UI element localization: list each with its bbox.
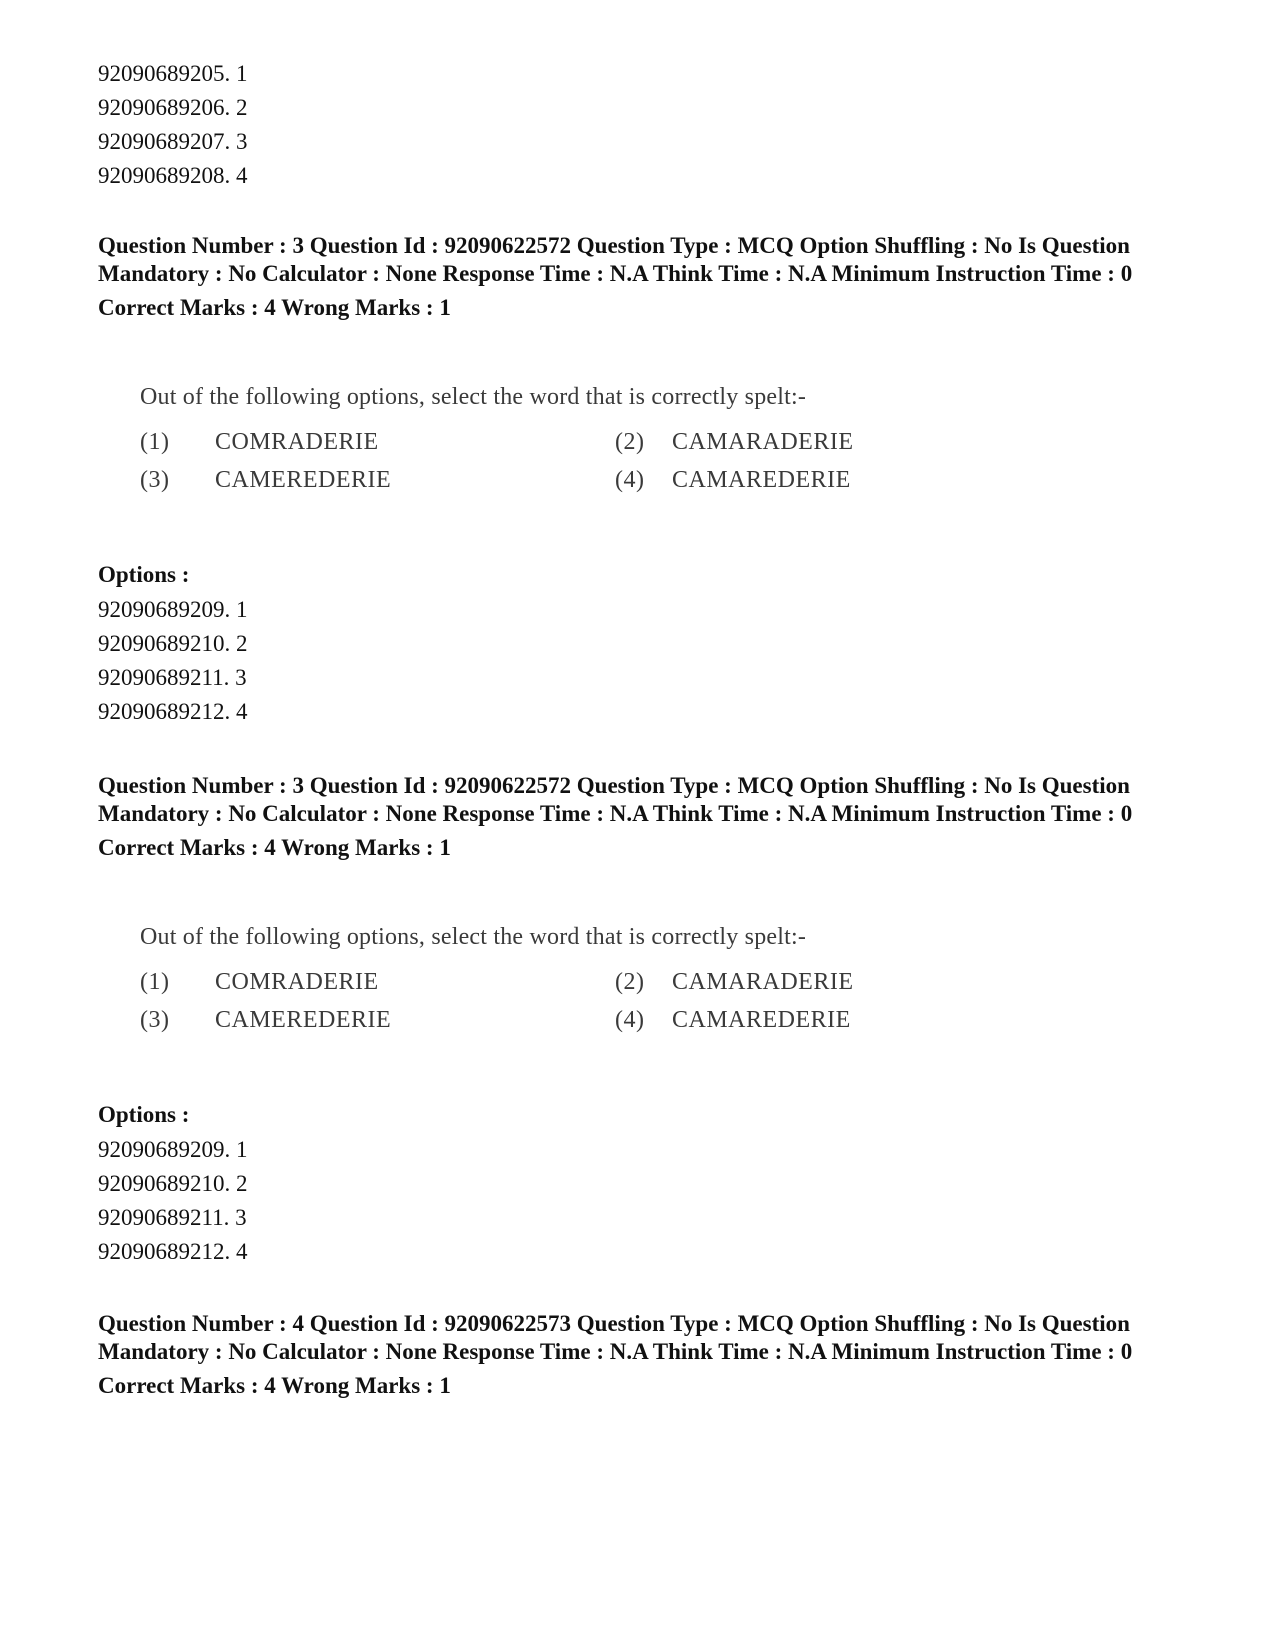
option-line: 92090689210. 2 [98,631,248,656]
question-header-2 [98,772,1158,862]
choice-1 [140,429,379,456]
choice-number: (1) [140,429,170,455]
question-marks: Correct Marks : 4 Wrong Marks : 1 [98,835,451,860]
question-marks: Correct Marks : 4 Wrong Marks : 1 [98,295,451,320]
choice-text: CAMEREDERIE [215,1007,392,1033]
question-stem: Out of the following options, select the word that is correctly spelt:- [140,384,807,410]
choice-grid [140,429,1040,509]
question-stem: Out of the following options, select the word that is correctly spelt:- [140,924,807,950]
option-line: 92090689205. 1 [98,61,248,86]
option-line: 92090689212. 4 [98,699,248,724]
question-marks: Correct Marks : 4 Wrong Marks : 1 [98,1373,451,1398]
option-line: 92090689211. 3 [98,1205,247,1230]
options-list-1 [98,593,248,729]
choice-3 [140,1007,391,1034]
option-line: 92090689212. 4 [98,1239,248,1264]
choice-number: (2) [615,969,645,995]
choice-4 [615,467,851,494]
choice-text: CAMAREDERIE [672,467,851,493]
choice-number: (4) [615,467,645,493]
choice-number: (4) [615,1007,645,1033]
option-line: 92090689210. 2 [98,1171,248,1196]
choice-grid [140,969,1040,1049]
question-meta: Question Number : 4 Question Id : 92090622573 Question Type : MCQ Option Shuffling : No Is Question Mandatory : No Calculator : None Response Time : N.A Think Time : N.A Minimum Instruction Time : 0 [98,1311,1133,1364]
options-label: Options : [98,1102,190,1127]
choice-number: (3) [140,1007,170,1033]
option-line: 92090689209. 1 [98,597,248,622]
choice-4 [615,1007,851,1034]
question-meta: Question Number : 3 Question Id : 92090622572 Question Type : MCQ Option Shuffling : No Is Question Mandatory : No Calculator : None Response Time : N.A Think Time : N.A Minimum Instruction Time : 0 [98,773,1133,826]
choice-text: CAMAREDERIE [672,1007,851,1033]
choice-1 [140,969,379,996]
choice-3 [140,467,391,494]
choice-number: (3) [140,467,170,493]
option-line: 92090689209. 1 [98,1137,248,1162]
choice-text: COMRADERIE [215,969,379,995]
choice-text: CAMARADERIE [672,429,854,455]
options-label: Options : [98,562,190,587]
choice-text: COMRADERIE [215,429,379,455]
choice-number: (2) [615,429,645,455]
question-body-1 [140,384,1040,509]
top-options-list [98,57,248,193]
question-header-1 [98,232,1158,322]
question-body-2 [140,924,1040,1049]
option-line: 92090689207. 3 [98,129,248,154]
option-line: 92090689211. 3 [98,665,247,690]
question-header-3 [98,1310,1158,1400]
choice-2 [615,429,854,456]
options-list-2 [98,1133,248,1269]
choice-text: CAMARADERIE [672,969,854,995]
choice-2 [615,969,854,996]
question-meta: Question Number : 3 Question Id : 92090622572 Question Type : MCQ Option Shuffling : No Is Question Mandatory : No Calculator : None Response Time : N.A Think Time : N.A Minimum Instruction Time : 0 [98,233,1133,286]
choice-text: CAMEREDERIE [215,467,392,493]
option-line: 92090689206. 2 [98,95,248,120]
option-line: 92090689208. 4 [98,163,248,188]
choice-number: (1) [140,969,170,995]
